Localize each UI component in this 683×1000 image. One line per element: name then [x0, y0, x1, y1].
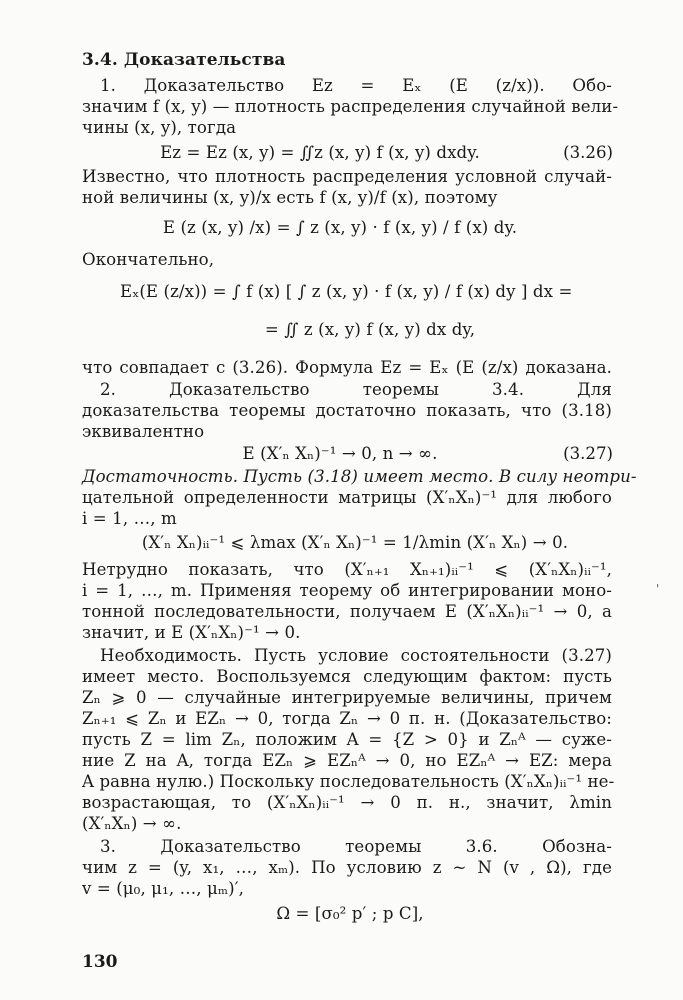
text-line: 2. Доказательство теоремы 3.4. Для [100, 380, 612, 399]
text-line: имеет место. Воспользуемся следующим фактом: пусть [82, 667, 612, 686]
text-line: Окончательно, [82, 250, 215, 269]
equation: = ∬ z (x, y) f (x, y) dx dy, [264, 320, 476, 339]
equation: (X′ₙ Xₙ)ᵢᵢ⁻¹ ⩽ λmax (X′ₙ Xₙ)⁻¹ = 1/λmin (X′ₙ Xₙ) → 0. [141, 533, 569, 552]
equation-number: (3.26) [563, 143, 613, 162]
text-line: v = (μ₀, μ₁, …, μₘ)′, [82, 879, 244, 898]
margin-mark: ' [656, 582, 660, 596]
text-line: i = 1, …, m. Применяя теорему об интегрировании моно- [82, 581, 612, 600]
text-line: i = 1, …, m [82, 509, 177, 528]
equation: E (z (x, y) /x) = ∫ z (x, y) · f (x, y) / f (x) dy. [162, 218, 518, 237]
text-line: значит, и E (X′ₙXₙ)⁻¹ → 0. [82, 623, 301, 642]
text-line: Нетрудно показать, что (X′ₙ₊₁ Xₙ₊₁)ᵢᵢ⁻¹ ⩽ (X′ₙXₙ)ᵢᵢ⁻¹, [82, 560, 612, 579]
text-line: пусть Z = lim Zₙ, положим A = {Z > 0} и Zₙᴬ — суже- [82, 730, 612, 749]
text-line: (X′ₙXₙ) → ∞. [82, 814, 182, 833]
text-line: A равна нулю.) Поскольку последовательность (X′ₙXₙ)ᵢᵢ⁻¹ не- [82, 772, 615, 791]
text-line: ние Z на A, тогда EZₙ ⩾ EZₙᴬ → 0, но EZₙᴬ → EZ: мера [82, 751, 612, 770]
text-line: чины (x, y), тогда [82, 118, 237, 137]
text-line: Необходимость. Пусть условие состоятельности (3.27) [100, 646, 612, 665]
equation-number: (3.27) [563, 444, 613, 463]
text-line: Достаточность. Пусть (3.18) имеет место. В силу неотри- [82, 467, 637, 486]
text-line: Zₙ ⩾ 0 — случайные интегрируемые величины, причем [82, 688, 612, 707]
text-line: значим f (x, y) — плотность распределения случайной вели- [82, 97, 619, 116]
text-line: тонной последовательности, получаем E (X′ₙXₙ)ᵢᵢ⁻¹ → 0, а [82, 602, 612, 621]
equation: Ez = Ez (x, y) = ∬z (x, y) f (x, y) dxdy. [160, 143, 480, 162]
text-line: возрастающая, то (X′ₙXₙ)ᵢᵢ⁻¹ → 0 п. н., значит, λmin [82, 793, 612, 812]
page-number: 130 [82, 952, 118, 972]
text-line: цательной определенности матрицы (X′ₙXₙ)⁻¹ для любого [82, 488, 612, 507]
text-line: ной величины (x, y)/x есть f (x, y)/f (x), поэтому [82, 188, 498, 207]
equation: E (X′ₙ Xₙ)⁻¹ → 0, n → ∞. [242, 444, 438, 463]
section-title: 3.4. Доказательства [82, 50, 286, 70]
text-line: доказательства теоремы достаточно показать, что (3.18) [82, 401, 612, 420]
equation: Eₓ(E (z/x)) = ∫ f (x) [ ∫ z (x, y) · f (x, y) / f (x) dy ] dx = [120, 282, 573, 301]
equation: Ω = [σ₀² p′ ; p C], [276, 904, 424, 923]
text-line: 1. Доказательство Ez = Eₓ (E (z/x)). Обо- [100, 76, 612, 95]
text-line: эквивалентно [82, 422, 205, 441]
text-line: что совпадает с (3.26). Формула Ez = Eₓ (E (z/x) доказана. [82, 358, 612, 377]
text-line: Известно, что плотность распределения условной случай- [82, 167, 612, 186]
text-line: чим z = (y, x₁, …, xₘ). По условию z ~ N (v , Ω), где [82, 858, 612, 877]
text-line: 3. Доказательство теоремы 3.6. Обозна- [100, 837, 612, 856]
text-line: Zₙ₊₁ ⩽ Zₙ и EZₙ → 0, тогда Zₙ → 0 п. н. (Доказательство: [82, 709, 612, 728]
